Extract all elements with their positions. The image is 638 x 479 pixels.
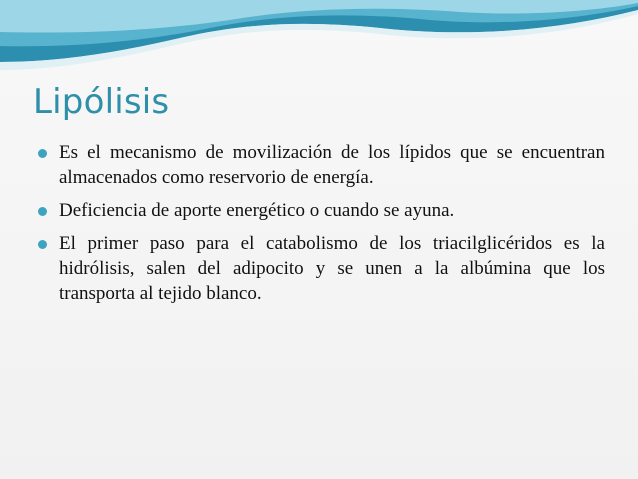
bullet-dot-icon — [38, 149, 47, 158]
bullet-dot-icon — [38, 240, 47, 249]
bullet-text: Deficiencia de aporte energético o cuando se ayuna. — [59, 200, 455, 221]
slide-title: Lipólisis — [33, 82, 170, 122]
bullet-text: El primer paso para el catabolismo de los triacilglicéridos es la hidrólisis, salen del adipocito y se unen a la albúmina que los transporta al tejido blanco. — [59, 233, 605, 304]
bullet-item — [37, 198, 605, 223]
bullet-text: Es el mecanismo de movilización de los lípidos que se encuentran almacenados como reservorio de energía. — [59, 142, 605, 188]
bullet-dot-icon — [38, 207, 47, 216]
bullet-item — [37, 140, 605, 190]
bullet-list — [37, 140, 605, 314]
bullet-item — [37, 231, 605, 306]
